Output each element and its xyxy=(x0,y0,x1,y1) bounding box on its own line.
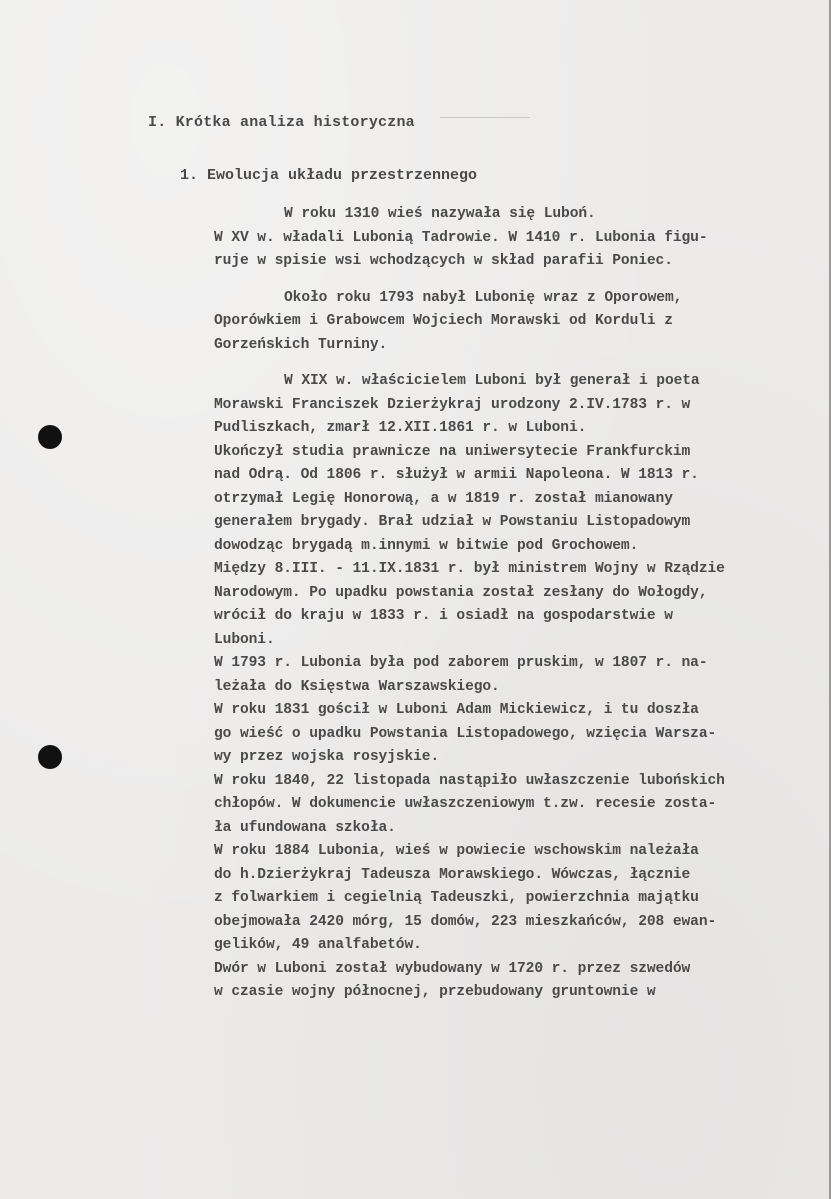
text-line: gelików, 49 analfabetów. xyxy=(214,937,422,953)
text-line: W roku 1840, 22 listopada nastąpiło uwłaszczenie lubońskich xyxy=(214,772,725,789)
text-line: otrzymał Legię Honorową, a w 1819 r. został mianowany xyxy=(214,490,673,507)
heading-rule xyxy=(440,117,530,118)
text-line: wrócił do kraju w 1833 r. i osiadł na gospodarstwie w xyxy=(214,608,673,624)
text-line: do h.Dzierżykraj Tadeusza Morawskiego. Wówczas, łącznie xyxy=(214,866,691,883)
text-line: Narodowym. Po upadku powstania został zesłany do Wołogdy, xyxy=(214,584,708,601)
subsection-heading: 1. Ewolucja układu przestrzennego xyxy=(180,167,478,184)
text-line: Oporówkiem i Grabowcem Wojciech Morawski od Korduli z xyxy=(214,313,673,329)
text-line: chłopów. W dokumencie uwłaszczeniowym t.zw. recesie zosta- xyxy=(214,796,717,812)
text-line: dowodząc brygadą m.innymi w bitwie pod Grochowem. xyxy=(214,537,639,554)
text-line: generałem brygady. Brał udział w Powstaniu Listopadowym xyxy=(214,514,691,530)
text-line: Ukończył studia prawnicze na uniwersytecie Frankfurckim xyxy=(214,443,691,460)
punch-hole-bottom xyxy=(38,745,62,769)
text-line: W XV w. władali Lubonią Tadrowie. W 1410 r. Lubonia figu- xyxy=(214,229,708,246)
section-heading: I. Krótka analiza historyczna xyxy=(148,114,415,131)
text-line: W roku 1884 Lubonia, wieś w powiecie wschowskim należała xyxy=(214,843,699,859)
text-line: z folwarkiem i cegielnią Tadeuszki, powierzchnia majątku xyxy=(214,890,699,906)
punch-hole-top xyxy=(38,425,62,449)
text-line: Gorzeńskich Turniny. xyxy=(214,336,388,353)
text-line: Dwór w Luboni został wybudowany w 1720 r. przez szwedów xyxy=(214,960,691,977)
text-line: W 1793 r. Lubonia była pod zaborem pruskim, w 1807 r. na- xyxy=(214,655,708,671)
text-line: W roku 1831 gościł w Luboni Adam Mickiewicz, i tu doszła xyxy=(214,702,699,718)
text-line: Około roku 1793 nabył Lubonię wraz z Oporowem, xyxy=(284,289,683,306)
text-line: Między 8.III. - 11.IX.1831 r. był ministrem Wojny w Rządzie xyxy=(214,561,725,577)
text-line: Luboni. xyxy=(214,631,275,648)
text-line: Morawski Franciszek Dzierżykraj urodzony 2.IV.1783 r. w xyxy=(214,396,691,413)
text-line: Pudliszkach, zmarł 12.XII.1861 r. w Luboni. xyxy=(214,420,587,436)
text-line: nad Odrą. Od 1806 r. służył w armii Napoleona. W 1813 r. xyxy=(214,467,699,483)
text-line: leżała do Księstwa Warszawskiego. xyxy=(214,678,500,695)
paragraph-gap xyxy=(214,357,814,370)
text-line: ruje w spisie wsi wchodzących w skład parafii Poniec. xyxy=(214,253,673,269)
text-line: W XIX w. właścicielem Luboni był generał i poeta xyxy=(284,373,700,389)
text-line: ła ufundowana szkoła. xyxy=(214,819,396,836)
paragraph-gap xyxy=(214,274,814,287)
body-text xyxy=(214,203,814,1005)
text-line: go wieść o upadku Powstania Listopadowego, wzięcia Warsza- xyxy=(214,725,717,742)
text-line: W roku 1310 wieś nazywała się Luboń. xyxy=(284,206,596,222)
text-line: wy przez wojska rosyjskie. xyxy=(214,749,440,765)
text-line: obejmowała 2420 mórg, 15 domów, 223 mieszkańców, 208 ewan- xyxy=(214,913,717,930)
text-line: w czasie wojny północnej, przebudowany gruntownie w xyxy=(214,984,656,1000)
